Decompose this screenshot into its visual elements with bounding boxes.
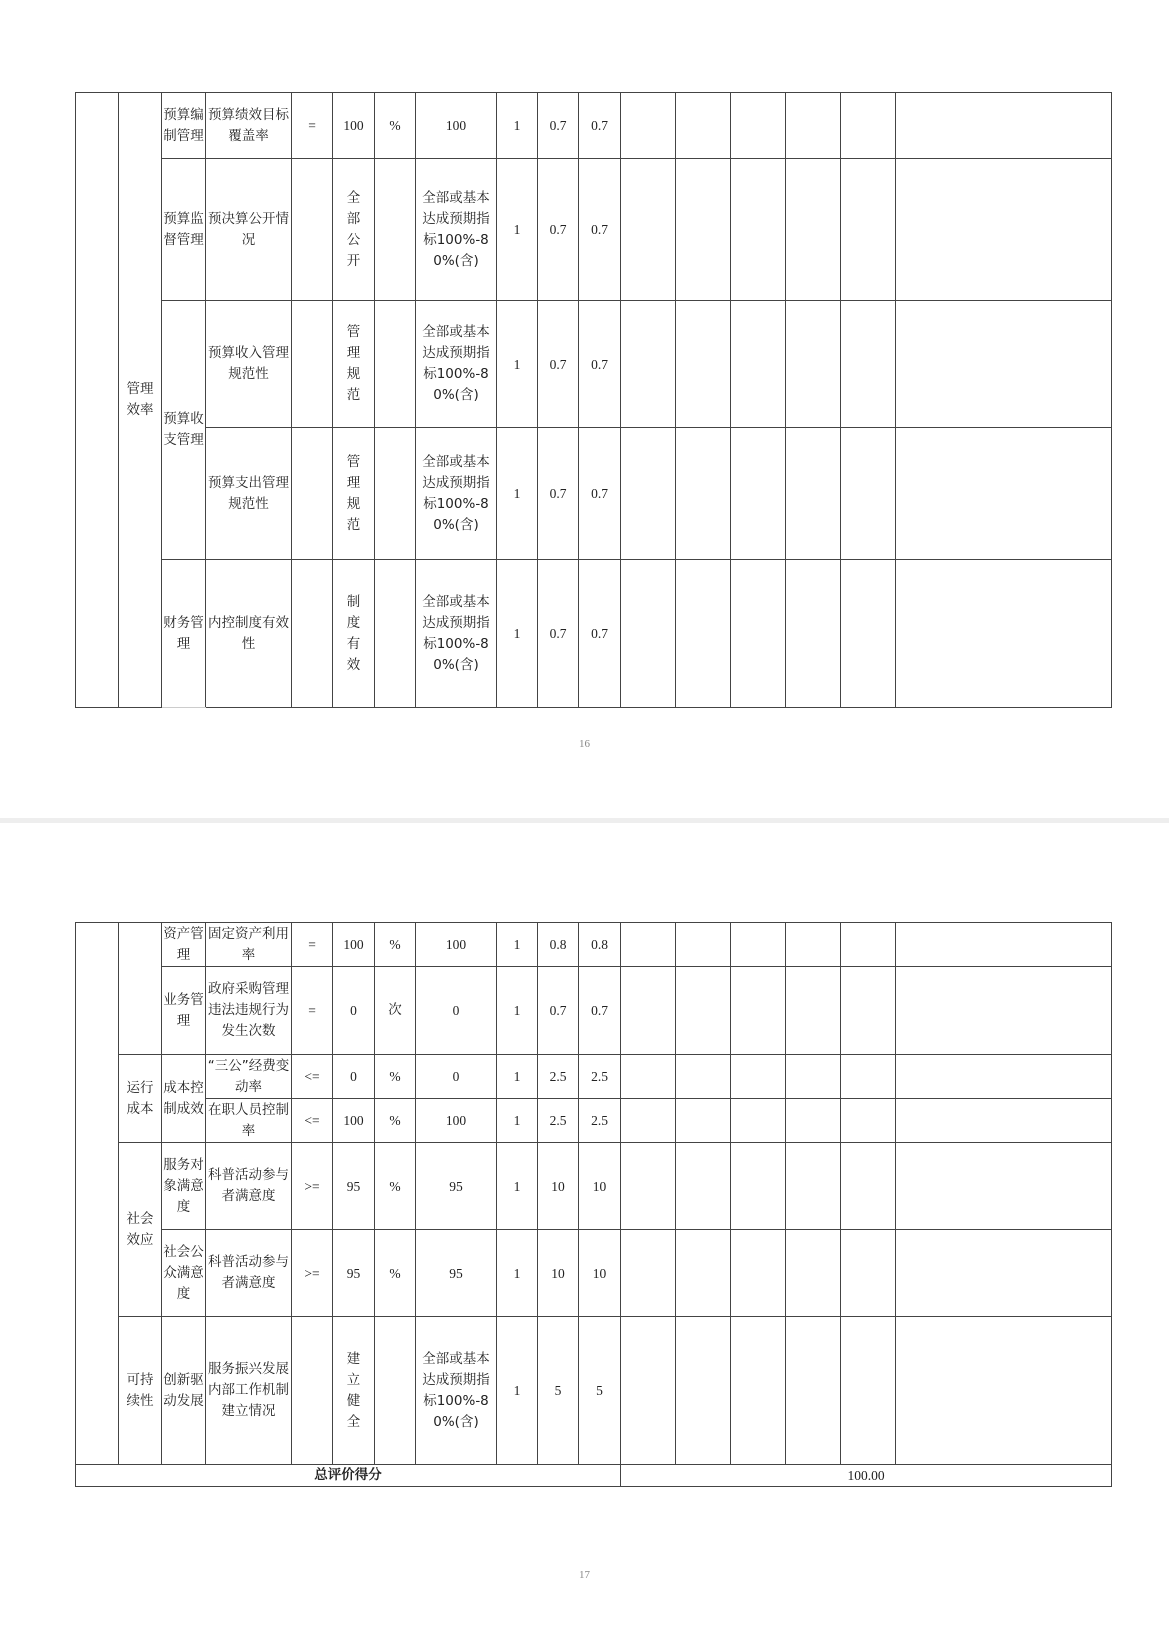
unit-cell: [375, 301, 416, 428]
operator-cell: <=: [292, 1055, 333, 1099]
blank-cell: [786, 93, 841, 159]
page-number: 16: [579, 738, 590, 750]
unit-cell: 次: [375, 967, 416, 1055]
blank-cell: [731, 159, 786, 301]
table-row: [76, 1099, 1112, 1143]
blank-cell: [731, 428, 786, 560]
target-value-cell: 95: [333, 1230, 375, 1317]
blank-cell: [841, 1099, 896, 1143]
blank-cell: [786, 1230, 841, 1317]
level3-cell: 财务管理: [162, 560, 206, 708]
blank-cell: [841, 1230, 896, 1317]
result-cell: 0.7: [579, 967, 621, 1055]
table-row: [76, 159, 1112, 301]
blank-cell: [786, 967, 841, 1055]
performance-table-page16: [75, 92, 1112, 708]
score-cell: 0.7: [538, 967, 579, 1055]
weight-cell: 1: [497, 301, 538, 428]
operator-cell: [292, 560, 333, 708]
level2-cell: 可持续性: [119, 1317, 162, 1465]
weight-cell: 1: [497, 1099, 538, 1143]
blank-cell: [676, 1230, 731, 1317]
blank-cell: [896, 1230, 1112, 1317]
indicator-cell: 固定资产利用率: [206, 923, 292, 967]
target-value-cell: 建 立 健 全: [333, 1317, 375, 1465]
result-cell: 10: [579, 1230, 621, 1317]
blank-cell: [896, 1055, 1112, 1099]
actual-value-cell: 全部或基本达成预期指标100%-80%(含): [416, 301, 497, 428]
actual-value-cell: 95: [416, 1230, 497, 1317]
weight-cell: 1: [497, 93, 538, 159]
weight-cell: 1: [497, 1317, 538, 1465]
target-value-cell: 100: [333, 1099, 375, 1143]
blank-cell: [786, 1317, 841, 1465]
level3-cell: 社会公众满意度: [162, 1230, 206, 1317]
result-cell: 0.8: [579, 923, 621, 967]
blank-cell: [731, 1099, 786, 1143]
blank-cell: [621, 1055, 676, 1099]
indicator-cell: “三公”经费变动率: [206, 1055, 292, 1099]
blank-cell: [676, 93, 731, 159]
total-score-label: 总评价得分: [76, 1465, 621, 1487]
blank-cell: [896, 1317, 1112, 1465]
score-cell: 0.7: [538, 301, 579, 428]
score-cell: 10: [538, 1230, 579, 1317]
result-cell: 0.7: [579, 159, 621, 301]
table-row: [76, 1055, 1112, 1099]
level3-cell: 预算编制管理: [162, 93, 206, 159]
blank-cell: [676, 967, 731, 1055]
weight-cell: 1: [497, 1143, 538, 1230]
actual-value-cell: 100: [416, 1099, 497, 1143]
unit-cell: %: [375, 1099, 416, 1143]
result-cell: 2.5: [579, 1055, 621, 1099]
blank-cell: [786, 159, 841, 301]
actual-value-cell: 0: [416, 1055, 497, 1099]
score-cell: 0.7: [538, 560, 579, 708]
blank-cell: [731, 923, 786, 967]
result-cell: 2.5: [579, 1099, 621, 1143]
page-17: [0, 823, 1169, 1646]
blank-cell: [786, 560, 841, 708]
blank-cell: [676, 1143, 731, 1230]
target-value-cell: 0: [333, 967, 375, 1055]
actual-value-cell: 全部或基本达成预期指标100%-80%(含): [416, 428, 497, 560]
blank-cell: [621, 923, 676, 967]
actual-value-cell: 0: [416, 967, 497, 1055]
actual-value-cell: 全部或基本达成预期指标100%-80%(含): [416, 1317, 497, 1465]
unit-cell: [375, 428, 416, 560]
blank-cell: [841, 1317, 896, 1465]
level3-cell: 创新驱动发展: [162, 1317, 206, 1465]
page-16: [0, 0, 1169, 818]
table-row: [76, 560, 1112, 708]
blank-cell: [676, 428, 731, 560]
blank-cell: [896, 1143, 1112, 1230]
blank-cell: [621, 1317, 676, 1465]
operator-cell: <=: [292, 1099, 333, 1143]
score-cell: 0.7: [538, 93, 579, 159]
level3-cell: 预算收支管理: [162, 301, 206, 560]
total-score-value: 100.00: [621, 1465, 1112, 1487]
indicator-cell: 政府采购管理违法违规行为发生次数: [206, 967, 292, 1055]
blank-cell: [841, 301, 896, 428]
score-cell: 0.7: [538, 159, 579, 301]
blank-cell: [841, 560, 896, 708]
level2-cell: 运行成本: [119, 1055, 162, 1143]
indicator-cell: 预算收入管理规范性: [206, 301, 292, 428]
blank-cell: [621, 1230, 676, 1317]
blank-cell: [786, 301, 841, 428]
blank-cell: [731, 1143, 786, 1230]
score-cell: 0.7: [538, 428, 579, 560]
unit-cell: [375, 560, 416, 708]
blank-cell: [621, 428, 676, 560]
actual-value-cell: 全部或基本达成预期指标100%-80%(含): [416, 159, 497, 301]
level2-cell: 管理效率: [119, 93, 162, 708]
blank-cell: [896, 159, 1112, 301]
unit-cell: %: [375, 923, 416, 967]
level3-cell: 预算监督管理: [162, 159, 206, 301]
blank-cell: [841, 1055, 896, 1099]
actual-value-cell: 100: [416, 923, 497, 967]
blank-cell: [621, 1143, 676, 1230]
blank-cell: [676, 1055, 731, 1099]
level3-cell: 业务管理: [162, 967, 206, 1055]
actual-value-cell: 100: [416, 93, 497, 159]
level1-cell: [76, 93, 119, 708]
blank-cell: [841, 93, 896, 159]
blank-cell: [841, 923, 896, 967]
total-row: [76, 1465, 1112, 1487]
blank-cell: [731, 967, 786, 1055]
page-number: 17: [579, 1569, 590, 1581]
unit-cell: [375, 159, 416, 301]
blank-cell: [786, 428, 841, 560]
blank-cell: [841, 1143, 896, 1230]
score-cell: 10: [538, 1143, 579, 1230]
indicator-cell: 服务振兴发展内部工作机制建立情况: [206, 1317, 292, 1465]
level3-cell: 成本控制成效: [162, 1055, 206, 1143]
weight-cell: 1: [497, 923, 538, 967]
table-row: [76, 1143, 1112, 1230]
blank-cell: [676, 560, 731, 708]
blank-cell: [621, 967, 676, 1055]
blank-cell: [731, 1055, 786, 1099]
weight-cell: 1: [497, 159, 538, 301]
weight-cell: 1: [497, 1055, 538, 1099]
target-value-cell: 100: [333, 923, 375, 967]
target-value-cell: 0: [333, 1055, 375, 1099]
table-row: [76, 428, 1112, 560]
weight-cell: 1: [497, 428, 538, 560]
actual-value-cell: 全部或基本达成预期指标100%-80%(含): [416, 560, 497, 708]
unit-cell: %: [375, 93, 416, 159]
blank-cell: [896, 93, 1112, 159]
target-value-cell: 管 理 规 范: [333, 301, 375, 428]
unit-cell: [375, 1317, 416, 1465]
weight-cell: 1: [497, 1230, 538, 1317]
target-value-cell: 管 理 规 范: [333, 428, 375, 560]
operator-cell: [292, 428, 333, 560]
level3-cell: 资产管理: [162, 923, 206, 967]
blank-cell: [841, 967, 896, 1055]
blank-cell: [676, 301, 731, 428]
score-cell: 5: [538, 1317, 579, 1465]
indicator-cell: 预决算公开情况: [206, 159, 292, 301]
indicator-cell: 在职人员控制率: [206, 1099, 292, 1143]
target-value-cell: 全 部 公 开: [333, 159, 375, 301]
blank-cell: [676, 159, 731, 301]
indicator-cell: 内控制度有效性: [206, 560, 292, 708]
table-row: [76, 301, 1112, 428]
score-cell: 0.8: [538, 923, 579, 967]
blank-cell: [731, 1317, 786, 1465]
target-value-cell: 100: [333, 93, 375, 159]
blank-cell: [621, 93, 676, 159]
level3-cell: 服务对象满意度: [162, 1143, 206, 1230]
table-row: [76, 923, 1112, 967]
blank-cell: [731, 1230, 786, 1317]
operator-cell: =: [292, 923, 333, 967]
indicator-cell: 预算绩效目标覆盖率: [206, 93, 292, 159]
blank-cell: [731, 301, 786, 428]
blank-cell: [676, 1099, 731, 1143]
weight-cell: 1: [497, 967, 538, 1055]
operator-cell: [292, 301, 333, 428]
blank-cell: [841, 428, 896, 560]
blank-cell: [676, 1317, 731, 1465]
table-row: [76, 93, 1112, 159]
blank-cell: [621, 301, 676, 428]
blank-cell: [731, 560, 786, 708]
result-cell: 0.7: [579, 301, 621, 428]
blank-cell: [786, 923, 841, 967]
result-cell: 0.7: [579, 428, 621, 560]
operator-cell: =: [292, 93, 333, 159]
blank-cell: [731, 93, 786, 159]
level2-cell: [119, 923, 162, 1055]
unit-cell: %: [375, 1230, 416, 1317]
level2-cell: 社会效应: [119, 1143, 162, 1317]
unit-cell: %: [375, 1143, 416, 1230]
blank-cell: [786, 1055, 841, 1099]
blank-cell: [786, 1143, 841, 1230]
target-value-cell: 制 度 有 效: [333, 560, 375, 708]
blank-cell: [621, 1099, 676, 1143]
blank-cell: [896, 967, 1112, 1055]
actual-value-cell: 95: [416, 1143, 497, 1230]
performance-table-page17: [75, 922, 1112, 1487]
table-row: [76, 967, 1112, 1055]
operator-cell: =: [292, 967, 333, 1055]
weight-cell: 1: [497, 560, 538, 708]
blank-cell: [676, 923, 731, 967]
result-cell: 10: [579, 1143, 621, 1230]
operator-cell: >=: [292, 1143, 333, 1230]
blank-cell: [841, 159, 896, 301]
blank-cell: [621, 159, 676, 301]
operator-cell: [292, 1317, 333, 1465]
indicator-cell: 科普活动参与者满意度: [206, 1230, 292, 1317]
table-row: [76, 1230, 1112, 1317]
result-cell: 0.7: [579, 93, 621, 159]
score-cell: 2.5: [538, 1099, 579, 1143]
result-cell: 5: [579, 1317, 621, 1465]
table-row: [76, 1317, 1112, 1465]
operator-cell: [292, 159, 333, 301]
result-cell: 0.7: [579, 560, 621, 708]
blank-cell: [896, 1099, 1112, 1143]
score-cell: 2.5: [538, 1055, 579, 1099]
indicator-cell: 科普活动参与者满意度: [206, 1143, 292, 1230]
blank-cell: [896, 301, 1112, 428]
indicator-cell: 预算支出管理规范性: [206, 428, 292, 560]
blank-cell: [786, 1099, 841, 1143]
blank-cell: [896, 428, 1112, 560]
blank-cell: [621, 560, 676, 708]
target-value-cell: 95: [333, 1143, 375, 1230]
blank-cell: [896, 560, 1112, 708]
operator-cell: >=: [292, 1230, 333, 1317]
blank-cell: [896, 923, 1112, 967]
level1-cell: [76, 923, 119, 1465]
unit-cell: %: [375, 1055, 416, 1099]
